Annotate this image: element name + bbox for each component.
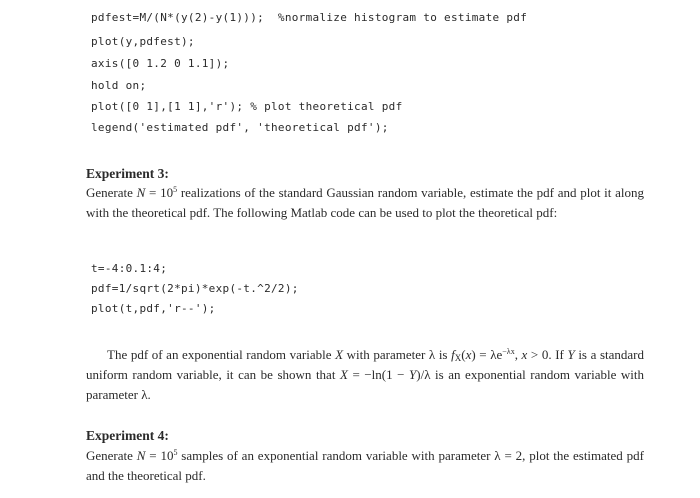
experiment-4-heading: Experiment 4: [86, 428, 169, 443]
code-line: plot(t,pdf,'r--'); [91, 302, 216, 315]
code-line: legend('estimated pdf', 'theoretical pdf'); [91, 121, 389, 134]
experiment-3-description: Generate $N = 10^5$ realizations of the standard Gaussian random variable, estimate the pdf and plot it along with the theoretical pdf. The following Matlab code can be used to plot the theoretical pdf: [86, 185, 644, 220]
experiment-4-description: Generate $N = 10^5$ samples of an exponential random variable with parameter λ = 2, plot the estimated pdf and the theoretical pdf. [86, 448, 644, 483]
code-line: t=-4:0.1:4; [91, 262, 168, 275]
code-line: pdfest=M/(N*(y(2)-y(1))); %normalize histogram to estimate pdf [91, 11, 528, 24]
experiment-3-heading: Experiment 3: [86, 166, 169, 181]
code-line: plot([0 1],[1 1],'r'); % plot theoretical pdf [91, 100, 403, 113]
code-line: axis([0 1.2 0 1.1]); [91, 57, 230, 70]
exponential-rv-paragraph: The pdf of an exponential random variable X with parameter λ is $f_X(x) = \lambda e^{-\lambda x}$, x > 0. If Y is a standard uniform random variable, it can be shown that X = −ln(1 − Y)/λ is an exponential random variable with parameter λ. [86, 347, 645, 402]
code-line: pdf=1/sqrt(2*pi)*exp(-t.^2/2); [91, 282, 299, 295]
code-line: plot(y,pdfest); [91, 35, 195, 48]
code-line: hold on; [91, 79, 147, 92]
